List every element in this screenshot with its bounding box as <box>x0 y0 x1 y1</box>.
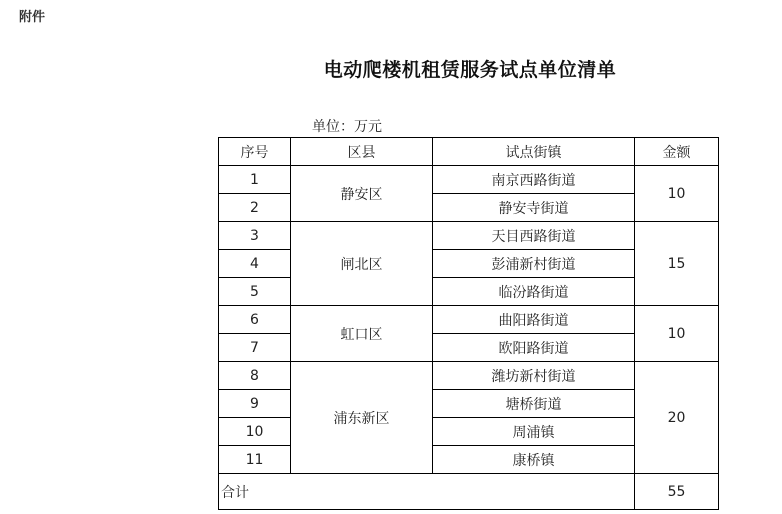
street-cell: 曲阳路街道 <box>433 306 635 334</box>
amount-cell: 10 <box>635 306 719 362</box>
header-district: 区县 <box>291 138 433 166</box>
street-cell: 南京西路街道 <box>433 166 635 194</box>
amount-cell: 10 <box>635 166 719 222</box>
header-serial-number: 序号 <box>219 138 291 166</box>
table-row <box>219 306 719 334</box>
street-cell: 天目西路街道 <box>433 222 635 250</box>
street-cell: 潍坊新村街道 <box>433 362 635 390</box>
unit-label: 单位：万元 <box>312 119 382 135</box>
serial-number-cell: 5 <box>219 278 291 306</box>
table-row <box>219 362 719 390</box>
serial-number-cell: 6 <box>219 306 291 334</box>
district-cell: 浦东新区 <box>291 362 433 474</box>
district-cell: 虹口区 <box>291 306 433 362</box>
serial-number-cell: 9 <box>219 390 291 418</box>
serial-number-cell: 1 <box>219 166 291 194</box>
table-row <box>219 166 719 194</box>
header-pilot-street: 试点街镇 <box>433 138 635 166</box>
street-cell: 欧阳路街道 <box>433 334 635 362</box>
pilot-units-table <box>218 137 719 510</box>
serial-number-cell: 10 <box>219 418 291 446</box>
total-label: 合计 <box>219 474 635 510</box>
serial-number-cell: 3 <box>219 222 291 250</box>
street-cell: 康桥镇 <box>433 446 635 474</box>
street-cell: 周浦镇 <box>433 418 635 446</box>
serial-number-cell: 8 <box>219 362 291 390</box>
street-cell: 临汾路街道 <box>433 278 635 306</box>
total-amount: 55 <box>635 474 719 510</box>
total-row <box>219 474 719 510</box>
street-cell: 彭浦新村街道 <box>433 250 635 278</box>
street-cell: 静安寺街道 <box>433 194 635 222</box>
serial-number-cell: 2 <box>219 194 291 222</box>
district-cell: 静安区 <box>291 166 433 222</box>
serial-number-cell: 11 <box>219 446 291 474</box>
street-cell: 塘桥街道 <box>433 390 635 418</box>
table-header-row <box>219 138 719 166</box>
header-amount: 金额 <box>635 138 719 166</box>
table-row <box>219 222 719 250</box>
amount-cell: 15 <box>635 222 719 306</box>
district-cell: 闸北区 <box>291 222 433 306</box>
attachment-label: 附件 <box>19 10 46 25</box>
document-title: 电动爬楼机租赁服务试点单位清单 <box>323 59 617 81</box>
amount-cell: 20 <box>635 362 719 474</box>
serial-number-cell: 4 <box>219 250 291 278</box>
serial-number-cell: 7 <box>219 334 291 362</box>
